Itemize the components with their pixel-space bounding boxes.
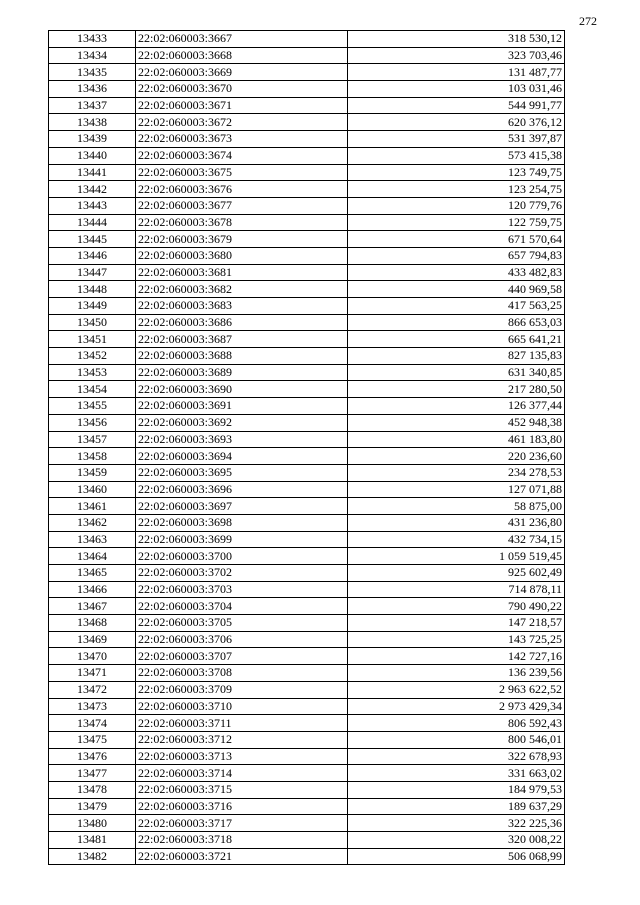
row-number: 13458 (49, 448, 136, 465)
cadastral-number: 22:02:060003:3702 (136, 565, 348, 582)
cadastral-value: 126 377,44 (348, 398, 565, 415)
cadastral-number: 22:02:060003:3668 (136, 47, 348, 64)
row-number: 13460 (49, 481, 136, 498)
cadastral-number: 22:02:060003:3718 (136, 832, 348, 849)
cadastral-number: 22:02:060003:3675 (136, 164, 348, 181)
cadastral-number: 22:02:060003:3678 (136, 214, 348, 231)
row-number: 13479 (49, 798, 136, 815)
cadastral-number: 22:02:060003:3683 (136, 298, 348, 315)
table-row (49, 464, 565, 481)
table-row (49, 531, 565, 548)
row-number: 13453 (49, 364, 136, 381)
table-row (49, 97, 565, 114)
cadastral-value: 573 415,38 (348, 147, 565, 164)
cadastral-number: 22:02:060003:3670 (136, 81, 348, 98)
cadastral-value: 217 280,50 (348, 381, 565, 398)
cadastral-number: 22:02:060003:3667 (136, 31, 348, 48)
cadastral-value: 432 734,15 (348, 531, 565, 548)
row-number: 13452 (49, 348, 136, 365)
row-number: 13437 (49, 97, 136, 114)
row-number: 13480 (49, 815, 136, 832)
table-row (49, 181, 565, 198)
table-row (49, 431, 565, 448)
table-row (49, 598, 565, 615)
row-number: 13435 (49, 64, 136, 81)
table-row (49, 348, 565, 365)
cadastral-number: 22:02:060003:3677 (136, 197, 348, 214)
cadastral-number: 22:02:060003:3707 (136, 648, 348, 665)
table-row (49, 131, 565, 148)
table-row (49, 648, 565, 665)
cadastral-value: 323 703,46 (348, 47, 565, 64)
cadastral-value: 131 487,77 (348, 64, 565, 81)
cadastral-value: 322 225,36 (348, 815, 565, 832)
table-row (49, 498, 565, 515)
cadastral-value: 147 218,57 (348, 615, 565, 632)
cadastral-number: 22:02:060003:3673 (136, 131, 348, 148)
table-row (49, 798, 565, 815)
cadastral-number: 22:02:060003:3691 (136, 398, 348, 415)
cadastral-value: 122 759,75 (348, 214, 565, 231)
cadastral-value: 331 663,02 (348, 765, 565, 782)
table-row (49, 414, 565, 431)
row-number: 13448 (49, 281, 136, 298)
row-number: 13446 (49, 247, 136, 264)
row-number: 13461 (49, 498, 136, 515)
cadastral-number: 22:02:060003:3680 (136, 247, 348, 264)
row-number: 13472 (49, 681, 136, 698)
cadastral-number: 22:02:060003:3714 (136, 765, 348, 782)
table-row (49, 615, 565, 632)
table-row (49, 681, 565, 698)
cadastral-number: 22:02:060003:3708 (136, 665, 348, 682)
row-number: 13468 (49, 615, 136, 632)
cadastral-number: 22:02:060003:3693 (136, 431, 348, 448)
table-row (49, 832, 565, 849)
table-row (49, 398, 565, 415)
cadastral-value: 1 059 519,45 (348, 548, 565, 565)
row-number: 13469 (49, 631, 136, 648)
table-row (49, 281, 565, 298)
table-row (49, 448, 565, 465)
row-number: 13451 (49, 331, 136, 348)
table-row (49, 481, 565, 498)
table-row (49, 214, 565, 231)
cadastral-number: 22:02:060003:3704 (136, 598, 348, 615)
cadastral-value: 790 490,22 (348, 598, 565, 615)
row-number: 13482 (49, 848, 136, 865)
row-number: 13444 (49, 214, 136, 231)
row-number: 13433 (49, 31, 136, 48)
row-number: 13442 (49, 181, 136, 198)
cadastral-value: 631 340,85 (348, 364, 565, 381)
cadastral-number: 22:02:060003:3711 (136, 715, 348, 732)
cadastral-number: 22:02:060003:3712 (136, 731, 348, 748)
cadastral-value: 544 991,77 (348, 97, 565, 114)
row-number: 13466 (49, 581, 136, 598)
table-row (49, 298, 565, 315)
row-number: 13456 (49, 414, 136, 431)
cadastral-number: 22:02:060003:3676 (136, 181, 348, 198)
row-number: 13473 (49, 698, 136, 715)
cadastral-value: 827 135,83 (348, 348, 565, 365)
cadastral-value: 184 979,53 (348, 781, 565, 798)
cadastral-number: 22:02:060003:3674 (136, 147, 348, 164)
cadastral-value-table (48, 30, 565, 865)
cadastral-value: 806 592,43 (348, 715, 565, 732)
row-number: 13481 (49, 832, 136, 849)
cadastral-number: 22:02:060003:3687 (136, 331, 348, 348)
cadastral-number: 22:02:060003:3703 (136, 581, 348, 598)
table-row (49, 381, 565, 398)
cadastral-value: 2 973 429,34 (348, 698, 565, 715)
row-number: 13438 (49, 114, 136, 131)
row-number: 13439 (49, 131, 136, 148)
cadastral-value: 143 725,25 (348, 631, 565, 648)
cadastral-value: 506 068,99 (348, 848, 565, 865)
cadastral-value: 665 641,21 (348, 331, 565, 348)
table-row (49, 81, 565, 98)
table-row (49, 815, 565, 832)
row-number: 13436 (49, 81, 136, 98)
cadastral-number: 22:02:060003:3688 (136, 348, 348, 365)
cadastral-value: 433 482,83 (348, 264, 565, 281)
cadastral-number: 22:02:060003:3699 (136, 531, 348, 548)
row-number: 13440 (49, 147, 136, 164)
cadastral-number: 22:02:060003:3672 (136, 114, 348, 131)
cadastral-number: 22:02:060003:3715 (136, 781, 348, 798)
row-number: 13471 (49, 665, 136, 682)
cadastral-number: 22:02:060003:3671 (136, 97, 348, 114)
row-number: 13449 (49, 298, 136, 315)
table-row (49, 781, 565, 798)
cadastral-number: 22:02:060003:3717 (136, 815, 348, 832)
cadastral-value: 800 546,01 (348, 731, 565, 748)
table-row (49, 548, 565, 565)
cadastral-value: 189 637,29 (348, 798, 565, 815)
cadastral-number: 22:02:060003:3686 (136, 314, 348, 331)
table-row (49, 565, 565, 582)
cadastral-value: 925 602,49 (348, 565, 565, 582)
row-number: 13470 (49, 648, 136, 665)
cadastral-value: 123 254,75 (348, 181, 565, 198)
row-number: 13463 (49, 531, 136, 548)
cadastral-number: 22:02:060003:3681 (136, 264, 348, 281)
cadastral-value: 318 530,12 (348, 31, 565, 48)
table-row (49, 31, 565, 48)
cadastral-number: 22:02:060003:3692 (136, 414, 348, 431)
table-row (49, 164, 565, 181)
table-row (49, 47, 565, 64)
cadastral-number: 22:02:060003:3721 (136, 848, 348, 865)
cadastral-value: 866 653,03 (348, 314, 565, 331)
cadastral-number: 22:02:060003:3689 (136, 364, 348, 381)
cadastral-number: 22:02:060003:3709 (136, 681, 348, 698)
table-row (49, 765, 565, 782)
table-row (49, 114, 565, 131)
table-row (49, 665, 565, 682)
cadastral-number: 22:02:060003:3694 (136, 448, 348, 465)
table-row (49, 147, 565, 164)
cadastral-value: 431 236,80 (348, 514, 565, 531)
table-row (49, 698, 565, 715)
page-number: 272 (579, 14, 597, 28)
cadastral-number: 22:02:060003:3690 (136, 381, 348, 398)
table-row (49, 364, 565, 381)
row-number: 13454 (49, 381, 136, 398)
row-number: 13474 (49, 715, 136, 732)
table-row (49, 731, 565, 748)
cadastral-value: 2 963 622,52 (348, 681, 565, 698)
row-number: 13462 (49, 514, 136, 531)
cadastral-number: 22:02:060003:3669 (136, 64, 348, 81)
row-number: 13445 (49, 231, 136, 248)
cadastral-value: 220 236,60 (348, 448, 565, 465)
table-row (49, 631, 565, 648)
row-number: 13467 (49, 598, 136, 615)
cadastral-value: 440 969,58 (348, 281, 565, 298)
cadastral-value: 103 031,46 (348, 81, 565, 98)
cadastral-value: 58 875,00 (348, 498, 565, 515)
table-row (49, 748, 565, 765)
cadastral-value: 234 278,53 (348, 464, 565, 481)
cadastral-number: 22:02:060003:3697 (136, 498, 348, 515)
cadastral-number: 22:02:060003:3696 (136, 481, 348, 498)
cadastral-value: 123 749,75 (348, 164, 565, 181)
cadastral-value: 461 183,80 (348, 431, 565, 448)
cadastral-value: 620 376,12 (348, 114, 565, 131)
cadastral-number: 22:02:060003:3716 (136, 798, 348, 815)
cadastral-number: 22:02:060003:3705 (136, 615, 348, 632)
cadastral-number: 22:02:060003:3682 (136, 281, 348, 298)
table-row (49, 197, 565, 214)
row-number: 13447 (49, 264, 136, 281)
table-row (49, 715, 565, 732)
cadastral-number: 22:02:060003:3698 (136, 514, 348, 531)
cadastral-value: 136 239,56 (348, 665, 565, 682)
row-number: 13478 (49, 781, 136, 798)
table-row (49, 231, 565, 248)
cadastral-number: 22:02:060003:3710 (136, 698, 348, 715)
table-row (49, 64, 565, 81)
row-number: 13459 (49, 464, 136, 481)
table-row (49, 848, 565, 865)
cadastral-value: 322 678,93 (348, 748, 565, 765)
row-number: 13465 (49, 565, 136, 582)
row-number: 13434 (49, 47, 136, 64)
cadastral-number: 22:02:060003:3706 (136, 631, 348, 648)
cadastral-number: 22:02:060003:3695 (136, 464, 348, 481)
cadastral-number: 22:02:060003:3679 (136, 231, 348, 248)
row-number: 13450 (49, 314, 136, 331)
table-row (49, 264, 565, 281)
table-row (49, 514, 565, 531)
cadastral-number: 22:02:060003:3700 (136, 548, 348, 565)
table-row (49, 331, 565, 348)
row-number: 13455 (49, 398, 136, 415)
cadastral-value: 671 570,64 (348, 231, 565, 248)
row-number: 13475 (49, 731, 136, 748)
cadastral-value: 320 008,22 (348, 832, 565, 849)
cadastral-value: 127 071,88 (348, 481, 565, 498)
row-number: 13443 (49, 197, 136, 214)
row-number: 13464 (49, 548, 136, 565)
table-body (49, 31, 565, 865)
cadastral-number: 22:02:060003:3713 (136, 748, 348, 765)
row-number: 13441 (49, 164, 136, 181)
table-row (49, 581, 565, 598)
cadastral-value: 452 948,38 (348, 414, 565, 431)
cadastral-value: 120 779,76 (348, 197, 565, 214)
row-number: 13457 (49, 431, 136, 448)
cadastral-value: 417 563,25 (348, 298, 565, 315)
cadastral-value: 531 397,87 (348, 131, 565, 148)
row-number: 13476 (49, 748, 136, 765)
cadastral-value: 714 878,11 (348, 581, 565, 598)
cadastral-value: 657 794,83 (348, 247, 565, 264)
table-row (49, 247, 565, 264)
cadastral-value: 142 727,16 (348, 648, 565, 665)
row-number: 13477 (49, 765, 136, 782)
table-row (49, 314, 565, 331)
